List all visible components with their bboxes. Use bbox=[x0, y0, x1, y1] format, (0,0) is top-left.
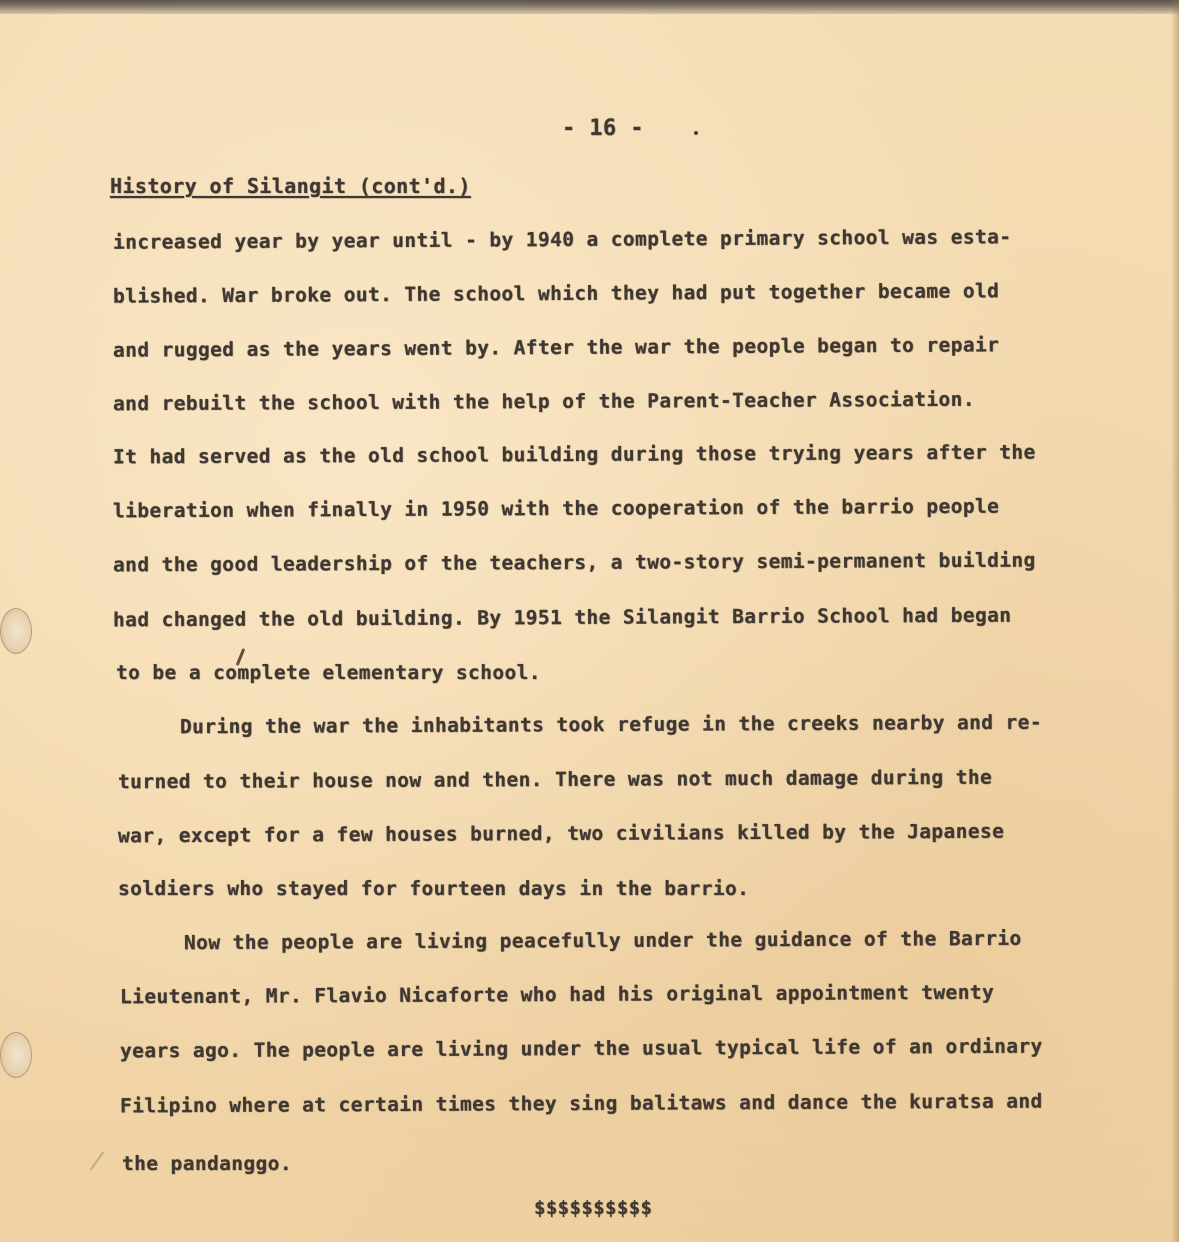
text-line: years ago. The people are living under the usual typical life of an ordinary bbox=[119, 1034, 1043, 1063]
text-line: and rebuilt the school with the help of the Parent-Teacher Association. bbox=[112, 387, 976, 416]
text-line: Now the people are living peacefully under the guidance of the Barrio bbox=[183, 926, 1022, 955]
text-line: the pandanggo. bbox=[122, 1152, 292, 1175]
end-of-text-mark: $$$$$$$$$$ bbox=[534, 1197, 653, 1219]
text-line: and rugged as the years went by. After the war the people began to repair bbox=[112, 333, 1000, 362]
text-line: and the good leadership of the teachers, a two-story semi-permanent building bbox=[112, 548, 1036, 577]
text-line: to be a complete elementary school. bbox=[116, 661, 541, 684]
faint-pencil-mark bbox=[90, 1151, 104, 1170]
section-heading: History of Silangit (cont'd.) bbox=[110, 174, 471, 198]
text-line: soldiers who stayed for fourteen days in the barrio. bbox=[118, 877, 750, 900]
text-line: Filipino where at certain times they sing balitaws and dance the kuratsa and bbox=[119, 1089, 1043, 1118]
text-line: Lieutenant, Mr. Flavio Nicaforte who had his original appointment twenty bbox=[119, 980, 995, 1009]
stray-ink-dot bbox=[694, 131, 698, 135]
text-line: blished. War broke out. The school which they had put together became old bbox=[112, 279, 1000, 308]
text-line: war, except for a few houses burned, two civilians killed by the Japanese bbox=[117, 819, 1005, 848]
page-top-edge bbox=[0, 0, 1179, 14]
text-line: turned to their house now and then. There was not much damage during the bbox=[117, 765, 993, 794]
text-line: During the war the inhabitants took refuge in the creeks nearby and re- bbox=[179, 710, 1043, 739]
page-number: - 16 - bbox=[562, 116, 644, 141]
punch-hole-upper bbox=[0, 608, 32, 654]
page-right-edge bbox=[1171, 0, 1179, 1242]
text-line: increased year by year until - by 1940 a complete primary school was esta- bbox=[112, 225, 1012, 254]
text-line: liberation when finally in 1950 with the cooperation of the barrio people bbox=[112, 494, 1000, 523]
text-line: had changed the old building. By 1951 the Silangit Barrio School had began bbox=[112, 603, 1012, 632]
text-line: It had served as the old school building during those trying years after the bbox=[112, 440, 1036, 469]
punch-hole-lower bbox=[0, 1032, 32, 1078]
